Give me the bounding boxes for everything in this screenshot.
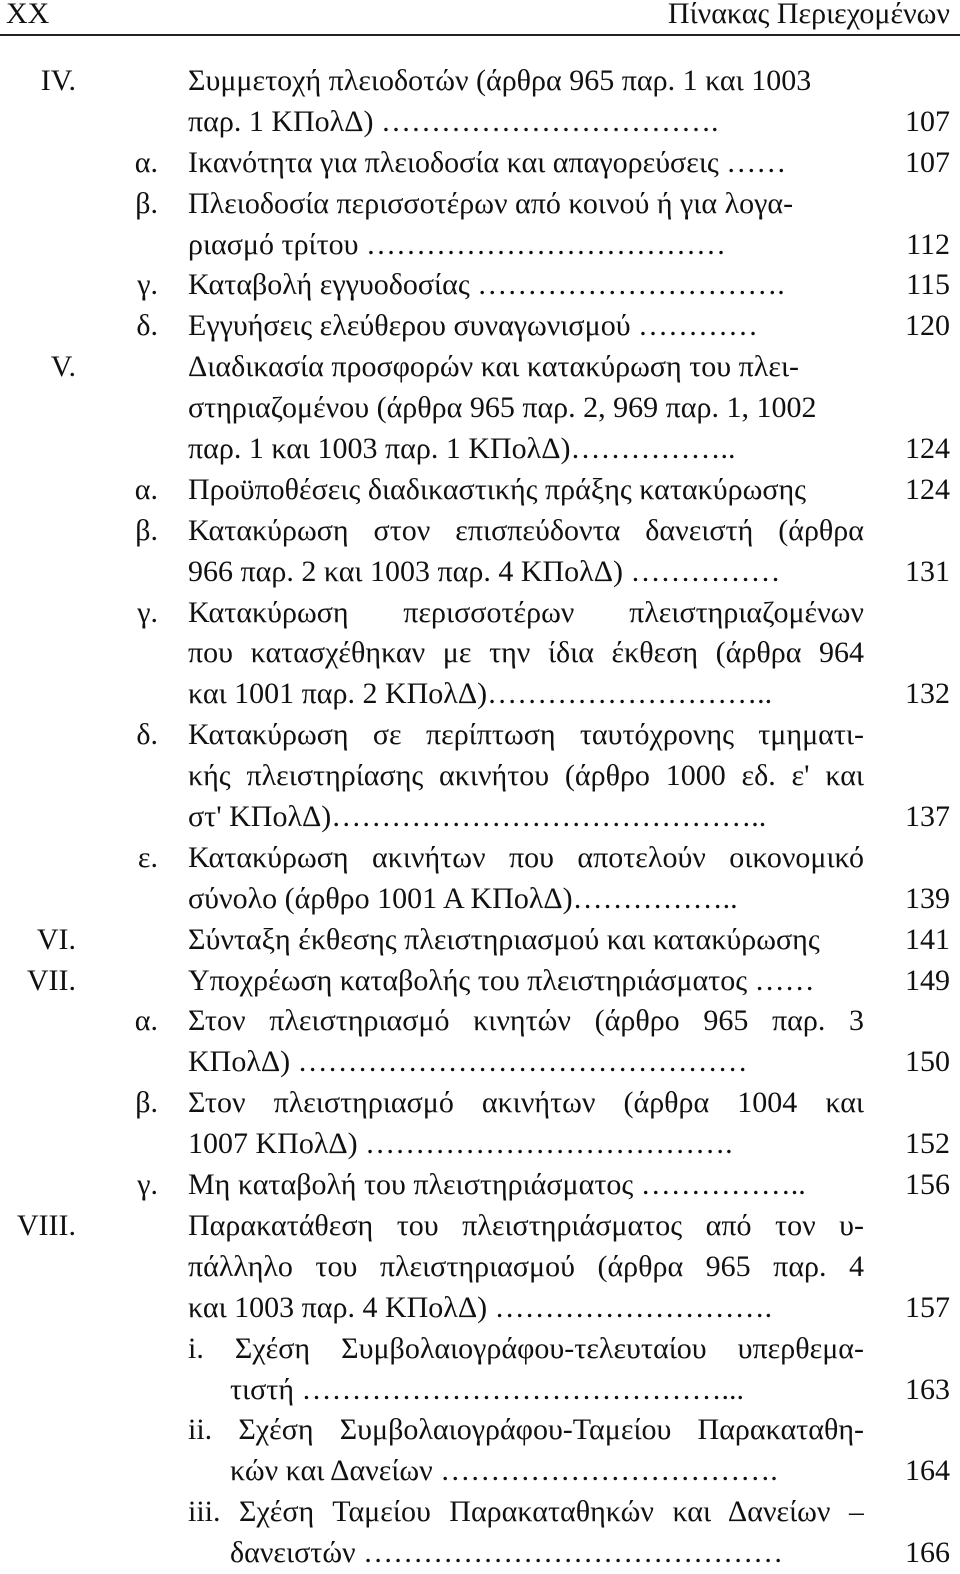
- toc-line: [0, 61, 960, 102]
- entry-text: κής πλειστηρίασης ακινήτου (άρθρο 1000 εδ. ε' και: [188, 759, 864, 793]
- toc-line: [0, 1001, 960, 1042]
- toc-line: [0, 225, 960, 266]
- entry-text: 1007 ΚΠολΔ) ……………………………….: [188, 1127, 733, 1161]
- page-number: 149: [905, 963, 950, 997]
- entry-text: Κατακύρωση περισσοτέρων πλειστηριαζομένων: [188, 595, 864, 629]
- toc-line: [0, 1165, 960, 1206]
- toc-line: [0, 838, 960, 879]
- entry-text: σύνολο (άρθρο 1001 Α ΚΠολΔ)……………..: [188, 881, 738, 915]
- toc-line: [0, 797, 960, 838]
- page-number: 124: [905, 432, 950, 466]
- toc-line: [0, 1533, 960, 1574]
- toc-line: [0, 1206, 960, 1247]
- chapter-number: IV.: [40, 64, 76, 97]
- section-letter: β.: [135, 186, 158, 220]
- section-letter: α.: [134, 472, 158, 506]
- toc-line: [0, 552, 960, 593]
- toc-line: [0, 961, 960, 1002]
- page-number-roman: XX: [6, 0, 50, 30]
- toc-line: [0, 593, 960, 634]
- entry-text: στηριαζομένου (άρθρα 965 παρ. 2, 969 παρ. 1, 1002: [188, 391, 817, 425]
- entry-text: ΚΠολΔ) ………………………………………: [188, 1045, 748, 1079]
- chapter-number: VI.: [36, 922, 76, 956]
- entry-text: i. Σχέση Συμβολαιογράφου-τελευταίου υπερθεμα-: [188, 1331, 864, 1365]
- entry-text: Προϋποθέσεις διαδικαστικής πράξης κατακύρωσης: [188, 472, 807, 506]
- toc-line: [0, 388, 960, 429]
- entry-text: Εγγυήσεις ελεύθερου συναγωνισμού …………: [188, 309, 759, 343]
- toc-line: [0, 1370, 960, 1411]
- toc-line: [0, 470, 960, 511]
- section-letter: β.: [135, 1086, 158, 1120]
- page-number: 107: [905, 104, 950, 138]
- entry-text: ριασμό τρίτου ………………………………: [188, 227, 727, 261]
- toc-line: [0, 879, 960, 920]
- section-letter: α.: [134, 145, 158, 179]
- section-letter: ε.: [137, 840, 158, 874]
- toc-line: [0, 143, 960, 184]
- entry-text: δανειστών ……………………………………: [230, 1536, 784, 1570]
- entry-text: Σύνταξη έκθεσης πλειστηριασμού και κατακύρωσης: [188, 922, 820, 956]
- toc-line: [0, 1247, 960, 1288]
- page-number: 139: [905, 881, 950, 915]
- entry-text: Καταβολή εγγυοδοσίας ………………………….: [188, 268, 785, 302]
- entry-text: Μη καταβολή του πλειστηριάσματος ……………..: [188, 1168, 806, 1202]
- page-number: 156: [905, 1168, 950, 1202]
- entry-text: και 1003 παρ. 4 ΚΠολΔ) ……………………….: [188, 1290, 773, 1324]
- toc-line: [0, 1288, 960, 1329]
- entry-text: Συμμετοχή πλειοδοτών (άρθρα 965 παρ. 1 και 1003: [188, 64, 812, 97]
- section-letter: β.: [135, 513, 158, 547]
- section-letter: γ.: [137, 1168, 158, 1202]
- entry-text: iii. Σχέση Ταμείου Παρακαταθηκών και Δανείων –: [188, 1495, 864, 1529]
- toc-line: [0, 1410, 960, 1451]
- page-header: [0, 0, 960, 36]
- page-number: 157: [905, 1290, 950, 1324]
- entry-text: Στον πλειστηριασμό κινητών (άρθρο 965 παρ. 3: [188, 1004, 864, 1038]
- toc-line: [0, 429, 960, 470]
- toc-line: [0, 633, 960, 674]
- entry-text: Ικανότητα για πλειοδοσία και απαγορεύσεις ……: [188, 145, 787, 179]
- page-number: 152: [905, 1127, 950, 1161]
- entry-text: Κατακύρωση στον επισπεύδοντα δανειστή (άρθρα: [188, 513, 864, 547]
- section-letter: γ.: [137, 595, 158, 629]
- entry-text: που κατασχέθηκαν με την ίδια έκθεση (άρθρα 964: [188, 636, 864, 670]
- page-number: 163: [905, 1372, 950, 1406]
- entry-text: παρ. 1 ΚΠολΔ) …………………………….: [188, 104, 719, 138]
- page-number: 141: [905, 922, 950, 956]
- entry-text: παρ. 1 και 1003 παρ. 1 ΚΠολΔ)……………..: [188, 432, 736, 466]
- toc-line: [0, 920, 960, 961]
- running-title: Πίνακας Περιεχομένων: [667, 0, 950, 30]
- toc-line: [0, 674, 960, 715]
- page-number: 131: [905, 554, 950, 588]
- table-of-contents: [0, 61, 960, 1574]
- section-letter: δ.: [136, 309, 158, 343]
- entry-text: Κατακύρωση ακινήτων που αποτελούν οικονομικό: [188, 840, 864, 874]
- toc-line: [0, 511, 960, 552]
- page-number: 164: [905, 1454, 950, 1488]
- page-number: 166: [905, 1536, 950, 1570]
- entry-text: Πλειοδοσία περισσοτέρων από κοινού ή για λογα-: [188, 186, 794, 220]
- toc-line: [0, 102, 960, 143]
- entry-text: πάλληλο του πλειστηριασμού (άρθρα 965 παρ. 4: [188, 1249, 864, 1283]
- entry-text: Στον πλειστηριασμό ακινήτων (άρθρα 1004 και: [188, 1086, 864, 1120]
- toc-line: [0, 347, 960, 388]
- section-letter: γ.: [137, 268, 158, 302]
- toc-line: [0, 1124, 960, 1165]
- toc-line: [0, 1329, 960, 1370]
- toc-line: [0, 715, 960, 756]
- entry-text: στ' ΚΠολΔ)……………………………………..: [188, 800, 767, 834]
- chapter-number: VIII.: [16, 1208, 76, 1242]
- entry-text: Διαδικασία προσφορών και κατακύρωση του πλει-: [188, 350, 800, 384]
- entry-text: ii. Σχέση Συμβολαιογράφου-Ταμείου Παρακαταθη-: [188, 1413, 864, 1447]
- entry-text: 966 παρ. 2 και 1003 παρ. 4 ΚΠολΔ) ……………: [188, 554, 781, 588]
- toc-line: [0, 265, 960, 306]
- toc-line: [0, 756, 960, 797]
- chapter-number: V.: [50, 350, 76, 384]
- page-number: 132: [905, 677, 950, 711]
- toc-line: [0, 1083, 960, 1124]
- page-number: 124: [905, 472, 950, 506]
- toc-line: [0, 306, 960, 347]
- entry-text: και 1001 παρ. 2 ΚΠολΔ)………………………..: [188, 677, 773, 711]
- entry-text: Κατακύρωση σε περίπτωση ταυτόχρονης τμηματι-: [188, 718, 864, 752]
- page-number: 150: [905, 1045, 950, 1079]
- entry-text: Υποχρέωση καταβολής του πλειστηριάσματος ……: [188, 963, 815, 997]
- toc-line: [0, 1492, 960, 1533]
- entry-text: κών και Δανείων …………………………….: [230, 1454, 778, 1488]
- page-number: 120: [905, 309, 950, 343]
- toc-line: [0, 1451, 960, 1492]
- toc-line: [0, 1042, 960, 1083]
- page-number: 137: [905, 800, 950, 834]
- entry-text: Παρακατάθεση του πλειστηριάσματος από τον υ-: [188, 1208, 864, 1242]
- chapter-number: VII.: [26, 963, 76, 997]
- page-number: 112: [906, 227, 950, 261]
- page-number: 107: [905, 145, 950, 179]
- section-letter: α.: [134, 1004, 158, 1038]
- section-letter: δ.: [136, 718, 158, 752]
- page-number: 115: [906, 268, 950, 302]
- toc-line: [0, 184, 960, 225]
- entry-text: τιστή ……………………………………...: [230, 1372, 745, 1406]
